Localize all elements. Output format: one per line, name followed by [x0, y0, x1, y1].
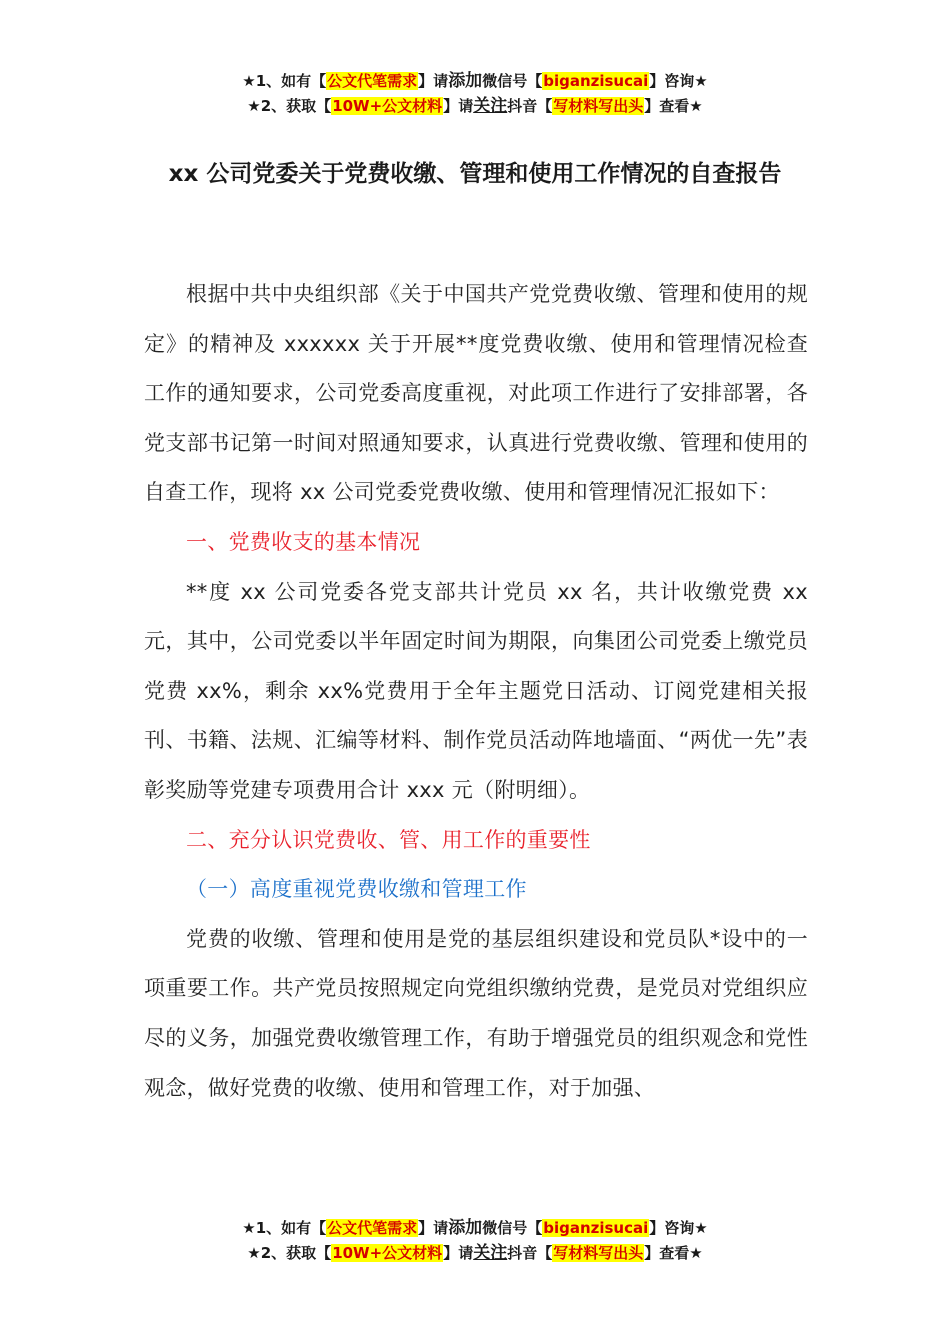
banner-emphasis: 添加 — [448, 1218, 483, 1238]
subsection-1-heading: （一）高度重视党费收缴和管理工作 — [186, 877, 527, 902]
banner-emphasis: 关注 — [473, 1243, 508, 1263]
banner-line-2 — [0, 94, 950, 119]
banner-text: 】请 — [418, 1219, 449, 1237]
banner-text: 】咨询★ — [649, 72, 708, 90]
banner-line-2 — [0, 1241, 950, 1266]
banner-wechat-id: biganzisucai — [543, 72, 649, 90]
banner-line-1 — [0, 1216, 950, 1241]
banner-line-1 — [0, 69, 950, 94]
banner-text: ★2、获取【 — [247, 97, 332, 115]
banner-emphasis: 添加 — [448, 71, 483, 91]
banner-text: 】请 — [443, 1244, 474, 1262]
banner-highlight: 公文代笔需求 — [327, 72, 418, 90]
banner-highlight: 10W+公文材料 — [332, 1244, 443, 1262]
section-1-heading: 一、党费收支的基本情况 — [186, 529, 421, 554]
banner-wechat-id: biganzisucai — [543, 1219, 649, 1237]
banner-text: 】查看★ — [644, 1244, 703, 1262]
banner-text: 微信号【 — [482, 72, 543, 90]
section-1-paragraph: **度 xx 公司党委各党支部共计党员 xx 名，共计收缴党费 xx 元，其中，公司党委以半年固定时间为期限，向集团公司党委上缴党员党费 xx%，剩余 xx%党费用于全年主题党日活动、订阅党建相关报刊、书籍、法规、汇编等材料、制作党员活动阵地墙面、“两优一先”表彰奖励等党建专项费用合计 xxx 元（附明细）。 — [144, 579, 808, 802]
banner-text: ★2、获取【 — [247, 1244, 332, 1262]
intro-paragraph: 根据中共中央组织部《关于中国共产党党费收缴、管理和使用的规定》的精神及 xxxxxx 关于开展**度党费收缴、使用和管理情况检查工作的通知要求，公司党委高度重视，对此项工作进行了安排部署，各党支部书记第一时间对照通知要求，认真进行党费收缴、管理和使用的自查工作，现将 xx 公司党委党费收缴、使用和管理情况汇报如下： — [144, 282, 808, 505]
banner-text: 抖音【 — [507, 97, 553, 115]
section-2-heading: 二、充分认识党费收、管、用工作的重要性 — [186, 827, 591, 852]
subsection-1-paragraph: 党费的收缴、管理和使用是党的基层组织建设和党员队*设中的一项重要工作。共产党员按照规定向党组织缴纳党费，是党员对党组织应尽的义务，加强党费收缴管理工作，有助于增强党员的组织观念和党性观念，做好党费的收缴、使用和管理工作，对于加强、 — [144, 926, 808, 1100]
banner-text: 抖音【 — [507, 1244, 553, 1262]
header-banner — [0, 69, 950, 119]
banner-highlight: 10W+公文材料 — [332, 97, 443, 115]
banner-douyin-id: 写材料写出头 — [553, 97, 644, 115]
banner-text: 微信号【 — [482, 1219, 543, 1237]
banner-text: 】请 — [418, 72, 449, 90]
document-body — [144, 270, 808, 1113]
banner-text: 】查看★ — [644, 97, 703, 115]
document-title: xx 公司党委关于党费收缴、管理和使用工作情况的自查报告 — [168, 161, 782, 187]
banner-text: ★1、如有【 — [242, 1219, 327, 1237]
banner-highlight: 公文代笔需求 — [327, 1219, 418, 1237]
banner-text: 】请 — [443, 97, 474, 115]
banner-text: ★1、如有【 — [242, 72, 327, 90]
banner-emphasis: 关注 — [473, 96, 508, 116]
banner-text: 】咨询★ — [649, 1219, 708, 1237]
footer-banner — [0, 1216, 950, 1266]
banner-douyin-id: 写材料写出头 — [553, 1244, 644, 1262]
